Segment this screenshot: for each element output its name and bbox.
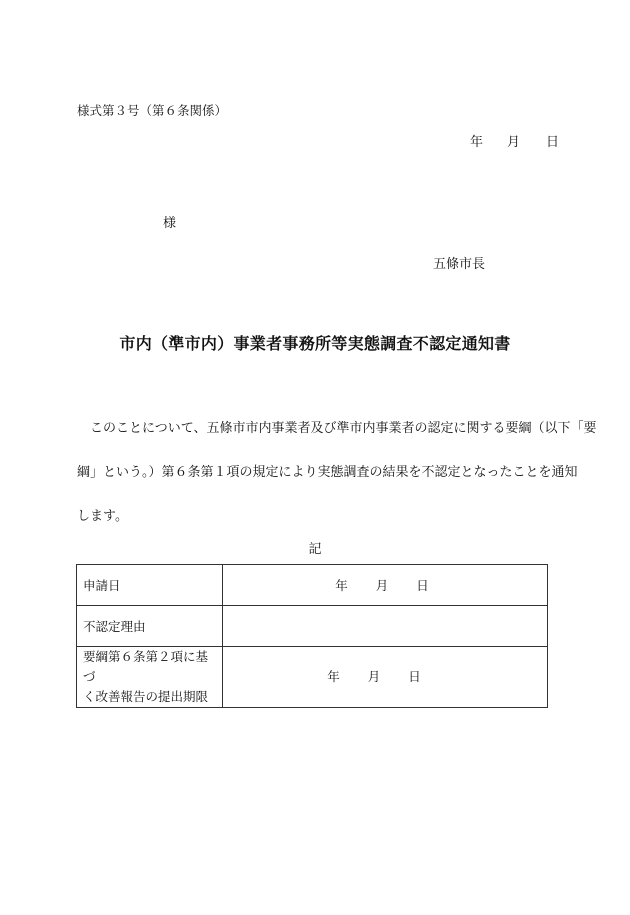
app-date-day: 日 bbox=[416, 578, 429, 593]
deadline-year: 年 bbox=[327, 669, 340, 684]
rejection-reason-label: 不認定理由 bbox=[77, 606, 223, 647]
header-date-day: 日 bbox=[546, 135, 560, 150]
app-date-year: 年 bbox=[335, 578, 348, 593]
application-date-value bbox=[223, 565, 548, 606]
ki-heading: 記 bbox=[308, 542, 322, 557]
app-date-month: 月 bbox=[375, 578, 389, 593]
deadline-month: 月 bbox=[367, 669, 381, 684]
header-date bbox=[470, 131, 559, 150]
body-line-1: このことについて、五條市市内事業者及び準市内事業者の認定に関する要綱（以下「要 bbox=[90, 421, 597, 436]
body-line-3: します。 bbox=[77, 509, 128, 524]
deadline-day: 日 bbox=[408, 669, 421, 684]
header-date-year: 年 bbox=[470, 135, 484, 150]
table-row bbox=[77, 606, 548, 647]
info-table bbox=[76, 564, 548, 708]
header-date-month: 月 bbox=[507, 135, 521, 150]
form-number: 様式第３号（第６条関係） bbox=[77, 103, 228, 118]
improvement-deadline-label-line-1: 要綱第６条第２項に基づ bbox=[83, 649, 209, 684]
application-date-label: 申請日 bbox=[77, 565, 223, 606]
rejection-reason-value bbox=[223, 606, 548, 647]
table-row bbox=[77, 565, 548, 606]
issuer-name: 五條市長 bbox=[433, 257, 486, 272]
addressee-suffix: 様 bbox=[163, 216, 177, 231]
body-line-2: 綱」という。）第６条第１項の規定により実態調査の結果を不認定となったことを通知 bbox=[77, 465, 578, 480]
body-text bbox=[77, 407, 597, 539]
improvement-deadline-value bbox=[223, 647, 548, 708]
table-row bbox=[77, 647, 548, 708]
improvement-deadline-label bbox=[77, 647, 223, 708]
improvement-deadline-label-line-2: く改善報告の提出期限 bbox=[83, 689, 209, 704]
document-title: 市内（準市内）事業者事務所等実態調査不認定通知書 bbox=[119, 334, 511, 353]
